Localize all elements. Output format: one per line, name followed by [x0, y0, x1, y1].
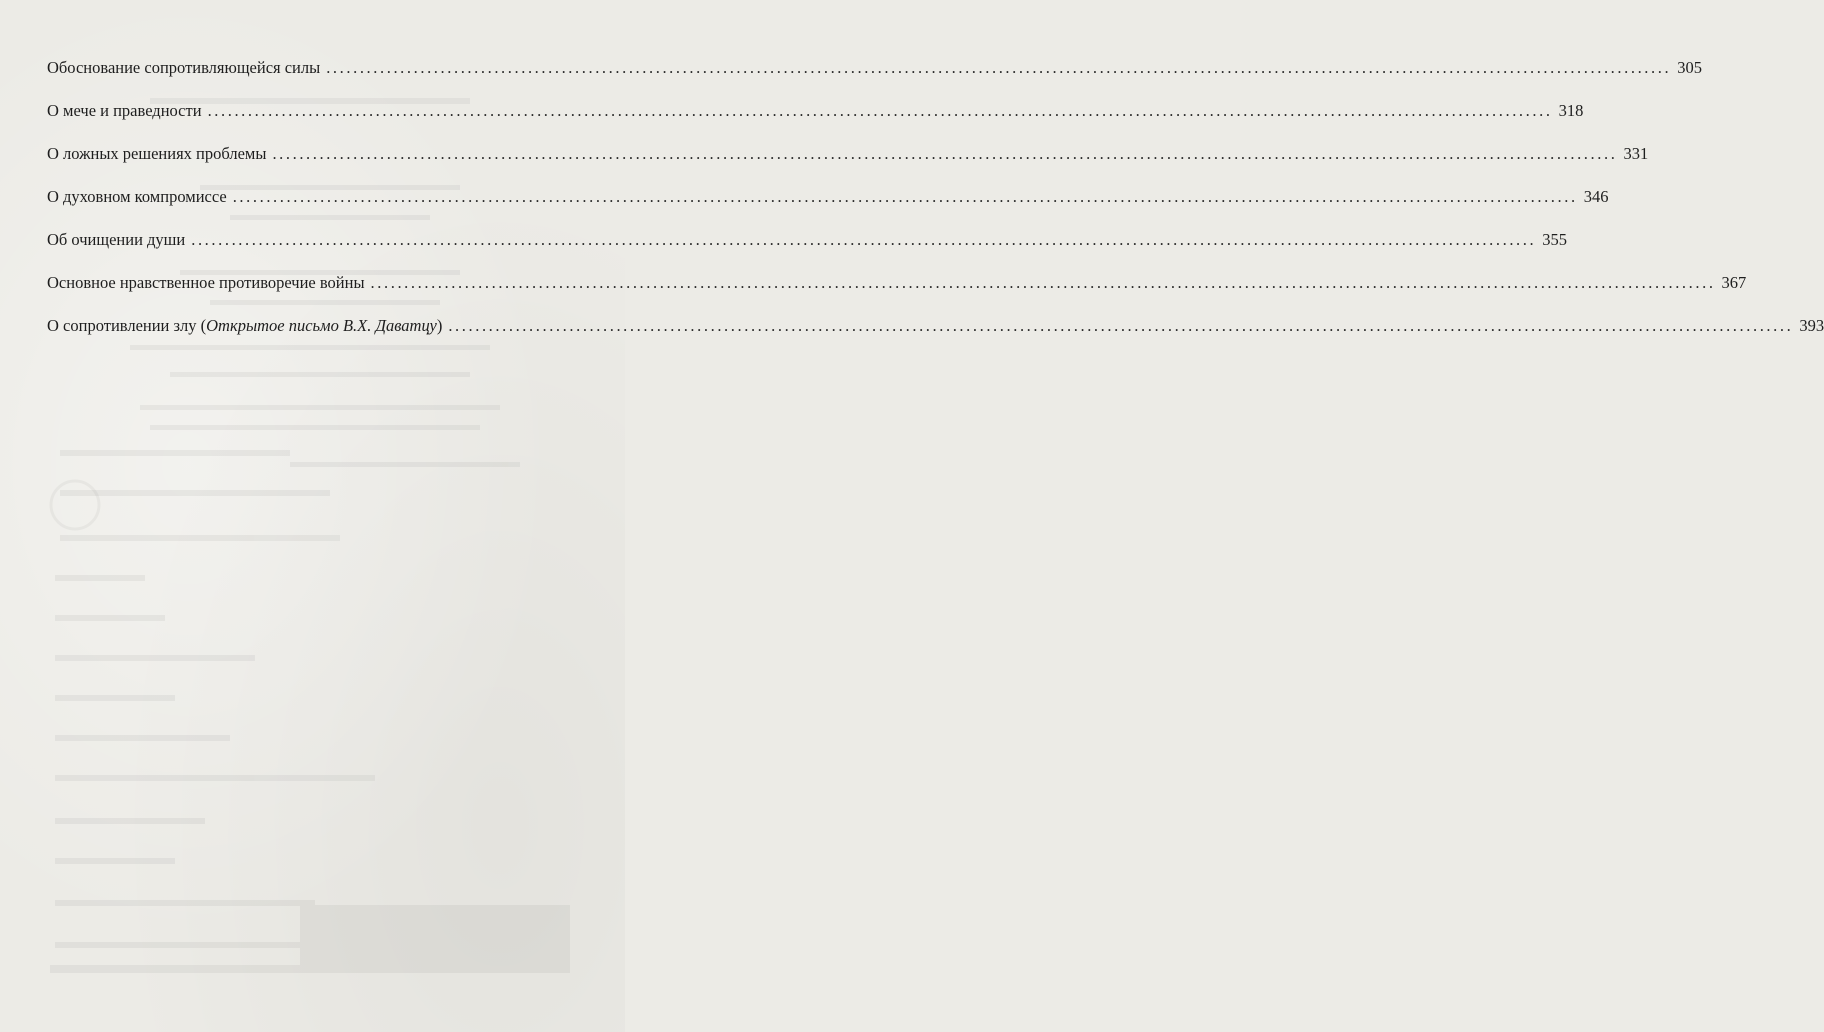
- toc-entry-title: Об очищении души: [47, 230, 186, 249]
- toc-dot-leader: ........................................................................................................................................................................................................: [207, 101, 1553, 120]
- toc-dot-leader: ........................................................................................................................................................................................................: [191, 230, 1537, 249]
- toc-entry: [47, 230, 1567, 273]
- toc-entry: [47, 101, 1584, 144]
- toc-entry-page-number: 393: [1799, 316, 1824, 335]
- toc-entry: [47, 58, 1702, 101]
- toc-entry: [47, 273, 1747, 316]
- toc-entry-title: Основное нравственное противоречие войны: [47, 273, 365, 292]
- toc-dot-leader: ........................................................................................................................................................................................................: [326, 58, 1672, 77]
- table-of-contents: [47, 58, 1824, 359]
- toc-entry-title: О сопротивлении злу (Открытое письмо В.Х. Даватцу): [47, 316, 443, 335]
- toc-entry-page-number: 305: [1677, 58, 1702, 77]
- toc-entry-page-number: 355: [1542, 230, 1567, 249]
- toc-dot-leader: ........................................................................................................................................................................................................: [272, 144, 1618, 163]
- toc-entry-page-number: 346: [1583, 187, 1609, 206]
- toc-entry-title: О ложных решениях проблемы: [47, 144, 267, 163]
- toc-dot-leader: ........................................................................................................................................................................................................: [370, 273, 1716, 292]
- toc-dot-leader: ........................................................................................................................................................................................................: [232, 187, 1578, 206]
- toc-entry-title: Обоснование сопротивляющейся силы: [47, 58, 321, 77]
- toc-entry-title: О духовном компромиссе: [47, 187, 227, 206]
- toc-entry: [47, 316, 1824, 359]
- toc-entry-page-number: 367: [1721, 273, 1747, 292]
- toc-entry-page-number: 318: [1558, 101, 1584, 120]
- toc-entry: [47, 187, 1609, 230]
- toc-entry-title: О мече и праведности: [47, 101, 202, 120]
- toc-entry: [47, 144, 1649, 187]
- toc-entry-page-number: 331: [1623, 144, 1649, 163]
- toc-dot-leader: ........................................................................................................................................................................................................: [448, 316, 1794, 335]
